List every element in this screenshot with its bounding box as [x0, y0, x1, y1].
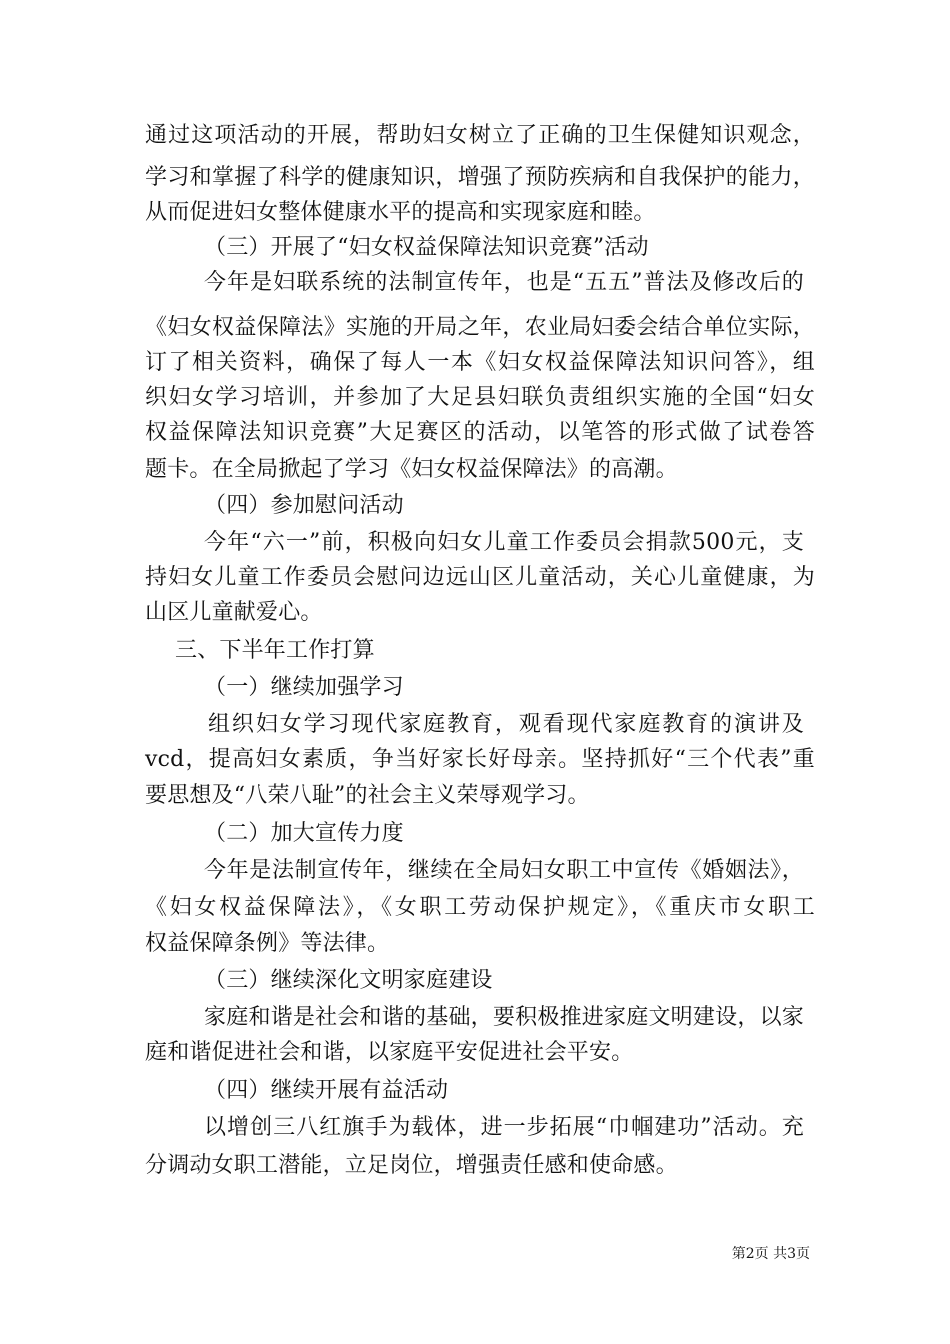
text-line: 山区儿童献爱心。 [145, 600, 323, 625]
text-line: vcd，提高妇女素质，争当好家长好母亲。坚持抓好“三个代表”重 [145, 747, 815, 772]
text-line: 庭和谐促进社会和谐，以家庭平安促进社会平安。 [145, 1040, 634, 1065]
text-line: 《妇女权益保障法》，《女职工劳动保护规定》，《重庆市女职工 [145, 895, 815, 920]
text-line: 权益保障条例》等法律。 [145, 931, 390, 956]
section-heading: （一）继续加强学习 [204, 675, 404, 700]
section-heading: （三）开展了“妇女权益保障法知识竞赛”活动 [204, 235, 649, 260]
text-line: 持妇女儿童工作委员会慰问边远山区儿童活动，关心儿童健康，为 [145, 565, 815, 590]
section-heading: （三）继续深化文明家庭建设 [204, 968, 493, 993]
section-heading: （四）参加慰问活动 [204, 493, 404, 518]
text-line: 今年是妇联系统的法制宣传年，也是“五五”普法及修改后的 [204, 270, 804, 295]
text-line: 织妇女学习培训，并参加了大足县妇联负责组织实施的全国“妇女 [145, 385, 815, 410]
text-line: 以增创三八红旗手为载体，进一步拓展“巾帼建功”活动。充 [204, 1115, 804, 1140]
text-line: 订了相关资料，确保了每人一本《妇女权益保障法知识问答》，组 [145, 350, 815, 375]
text-line: 从而促进妇女整体健康水平的提高和实现家庭和睦。 [145, 200, 656, 225]
text-line: 组织妇女学习现代家庭教育，观看现代家庭教育的演讲及 [208, 712, 804, 737]
text-line: 今年“六一”前，积极向妇女儿童工作委员会捐款500元，支 [204, 530, 804, 555]
text-line: 通过这项活动的开展，帮助妇女树立了正确的卫生保健知识观念， [145, 123, 815, 148]
text-line: 学习和掌握了科学的健康知识，增强了预防疾病和自我保护的能力， [145, 165, 815, 190]
text-line: 分调动女职工潜能，立足岗位，增强责任感和使命感。 [145, 1153, 678, 1178]
text-line: 《妇女权益保障法》实施的开局之年，农业局妇委会结合单位实际， [145, 315, 815, 340]
text-line: 要思想及“八荣八耻”的社会主义荣辱观学习。 [145, 783, 590, 808]
section-heading: （四）继续开展有益活动 [204, 1078, 449, 1103]
section-heading: 三、下半年工作打算 [175, 638, 375, 663]
section-heading: （二）加大宣传力度 [204, 821, 404, 846]
text-line: 今年是法制宣传年，继续在全局妇女职工中宣传《婚姻法》， [204, 858, 804, 883]
text-line: 家庭和谐是社会和谐的基础，要积极推进家庭文明建设，以家 [204, 1005, 804, 1030]
text-line: 权益保障法知识竞赛”大足赛区的活动，以笔答的形式做了试卷答 [145, 420, 815, 445]
page-number-footer: 第2页 共3页 [731, 1246, 810, 1262]
text-line: 题卡。在全局掀起了学习《妇女权益保障法》的高潮。 [145, 457, 678, 482]
